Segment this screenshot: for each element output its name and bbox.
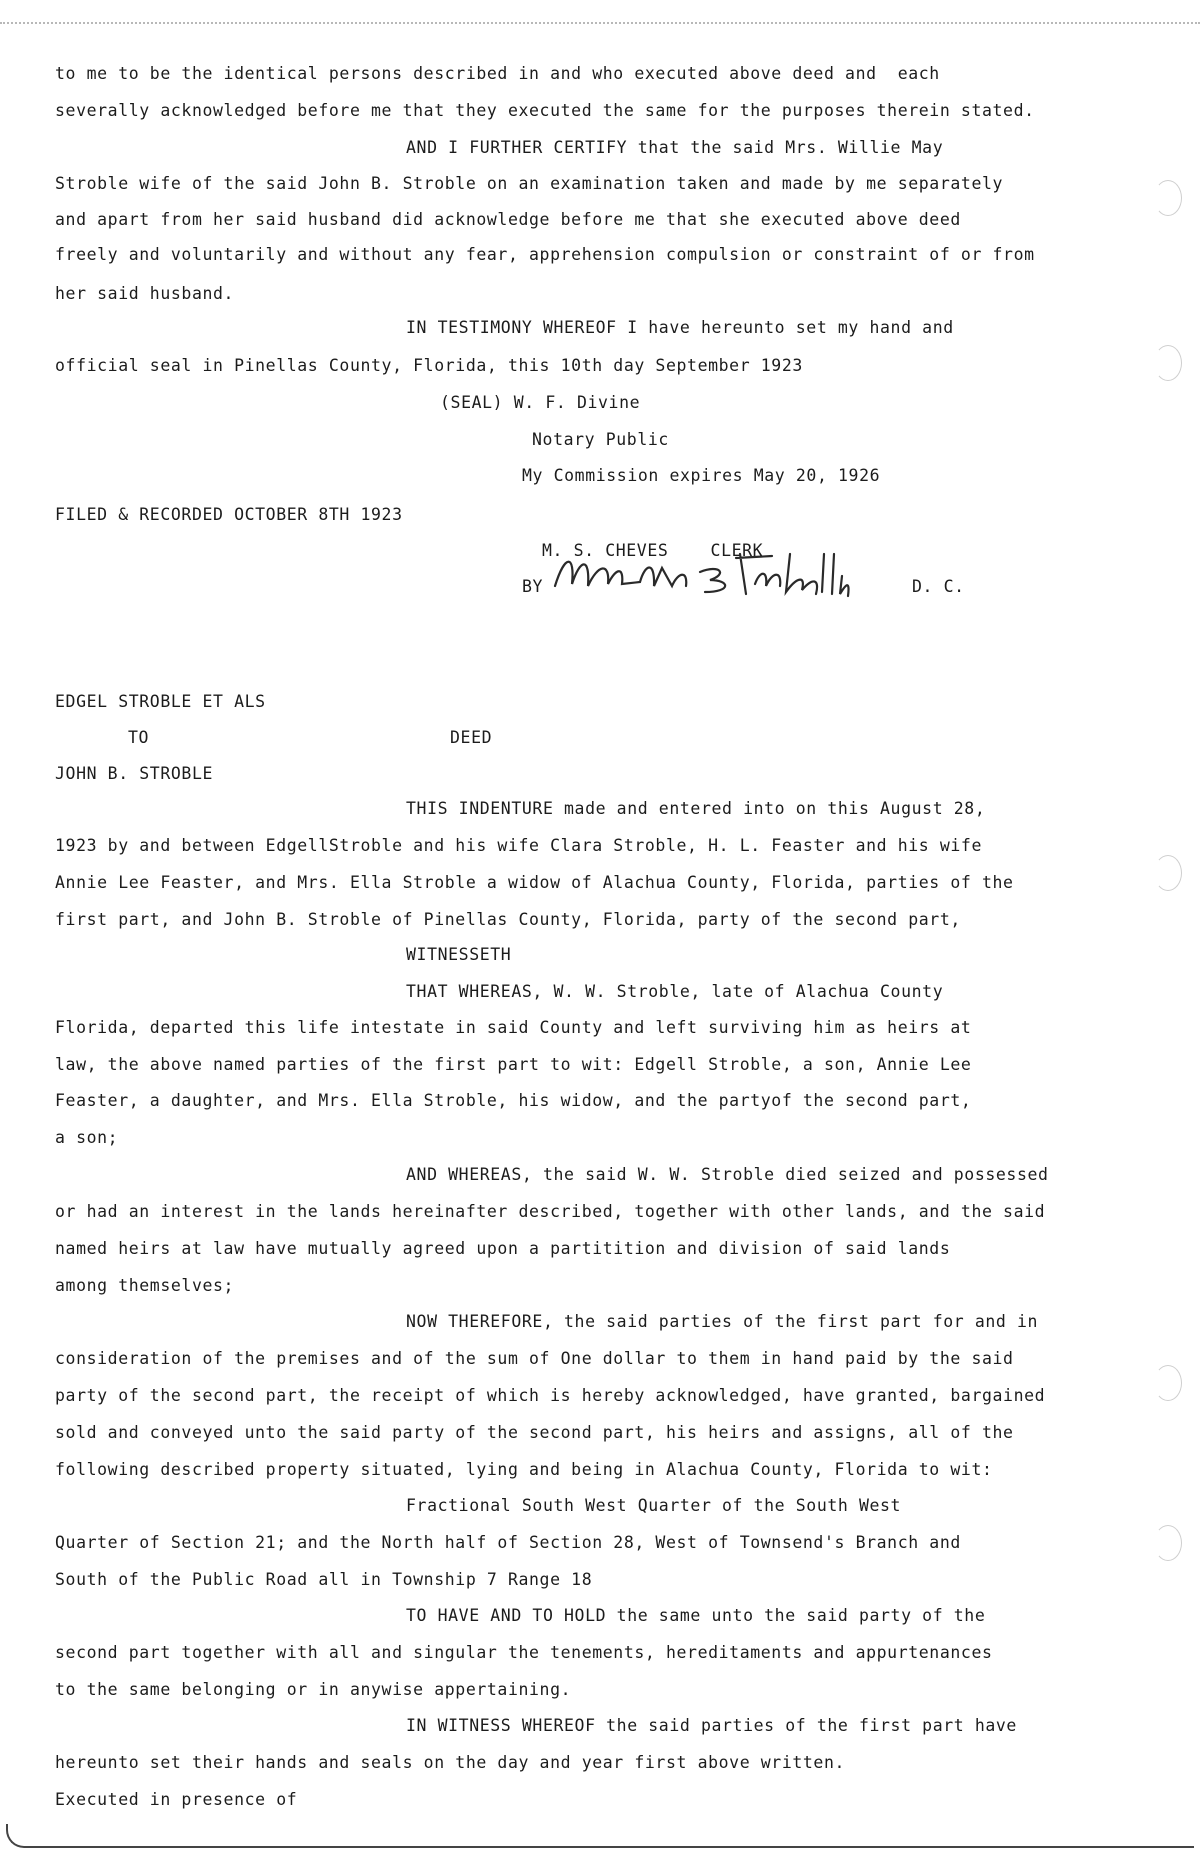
property-description: South of the Public Road all in Township 7 Range 18 — [55, 1570, 593, 1589]
deed-line: to the same belonging or in anywise appertaining. — [55, 1680, 572, 1699]
deed-line: 1923 by and between EdgellStroble and his wife Clara Stroble, H. L. Feaster and his wife — [55, 836, 982, 855]
deputy-clerk-label: D. C. — [912, 577, 965, 596]
deed-line: among themselves; — [55, 1276, 235, 1295]
deed-line: TO HAVE AND TO HOLD the same unto the said party of the — [406, 1606, 986, 1625]
to-heading: TO — [128, 728, 150, 747]
commission-expiry: My Commission expires May 20, 1926 — [522, 466, 881, 485]
deed-line: Annie Lee Feaster, and Mrs. Ella Stroble a widow of Alachua County, Florida, parties of the — [55, 873, 1014, 892]
deed-witnesseth: WITNESSETH — [406, 945, 512, 964]
punch-hole — [1154, 1525, 1182, 1561]
deed-line: consideration of the premises and of the sum of One dollar to them in hand paid by the said — [55, 1349, 1014, 1368]
notary-line: freely and voluntarily and without any fear, apprehension compulsion or constraint of or from — [55, 245, 1035, 264]
deed-type-heading: DEED — [450, 728, 493, 747]
executed-in-presence: Executed in presence of — [55, 1790, 298, 1809]
notary-line: and apart from her said husband did acknowledge before me that she executed above deed — [55, 210, 961, 229]
notary-line: Stroble wife of the said John B. Stroble on an examination taken and made by me separately — [55, 174, 1004, 193]
deed-line: IN WITNESS WHEREOF the said parties of the first part have — [406, 1716, 1017, 1735]
punch-hole — [1154, 855, 1182, 891]
deed-line: THIS INDENTURE made and entered into on this August 28, — [406, 799, 986, 818]
punch-hole — [1154, 345, 1182, 381]
notary-line: to me to be the identical persons described in and who executed above deed and each — [55, 64, 940, 83]
deed-line: or had an interest in the lands hereinafter described, together with other lands, and the said — [55, 1202, 1046, 1221]
deed-line: hereunto set their hands and seals on the day and year first above written. — [55, 1753, 846, 1772]
deed-line: first part, and John B. Stroble of Pinellas County, Florida, party of the second part, — [55, 910, 961, 929]
notary-line: severally acknowledged before me that they executed the same for the purposes therein stated. — [55, 101, 1035, 120]
deed-line: Florida, departed this life intestate in said County and left surviving him as heirs at — [55, 1018, 972, 1037]
deed-line: Feaster, a daughter, and Mrs. Ella Stroble, his widow, and the partyof the second part, — [55, 1091, 972, 1110]
notary-line: AND I FURTHER CERTIFY that the said Mrs. Willie May — [406, 138, 944, 157]
deed-line: following described property situated, lying and being in Alachua County, Florida to wit: — [55, 1460, 993, 1479]
property-description: Fractional South West Quarter of the South West — [406, 1496, 902, 1515]
deed-line: NOW THEREFORE, the said parties of the first part for and in — [406, 1312, 1039, 1331]
deed-line: a son; — [55, 1128, 119, 1147]
deed-line: named heirs at law have mutually agreed upon a partitition and division of said lands — [55, 1239, 951, 1258]
top-dotted-border — [0, 22, 1200, 24]
notary-line: her said husband. — [55, 284, 235, 303]
deed-line: law, the above named parties of the first part to wit: Edgell Stroble, a son, Annie Lee — [55, 1055, 972, 1074]
deed-line: sold and conveyed unto the said party of the second part, his heirs and assigns, all of the — [55, 1423, 1014, 1442]
notary-title: Notary Public — [532, 430, 669, 449]
property-description: Quarter of Section 21; and the North half of Section 28, West of Townsend's Branch and — [55, 1533, 961, 1552]
bottom-border — [6, 1824, 1194, 1848]
deed-line: second part together with all and singular the tenements, hereditaments and appurtenances — [55, 1643, 993, 1662]
punch-hole — [1154, 1365, 1182, 1401]
punch-hole — [1154, 180, 1182, 216]
deed-line: party of the second part, the receipt of which is hereby acknowledged, have granted, bargained — [55, 1386, 1046, 1405]
notary-signature-line: (SEAL) W. F. Divine — [440, 393, 641, 412]
notary-line: IN TESTIMONY WHEREOF I have hereunto set my hand and — [406, 318, 954, 337]
notary-line: official seal in Pinellas County, Florida, this 10th day September 1923 — [55, 356, 803, 375]
filed-recorded: FILED & RECORDED OCTOBER 8TH 1923 — [55, 505, 403, 524]
deed-line: THAT WHEREAS, W. W. Stroble, late of Alachua County — [406, 982, 944, 1001]
clerk-name: M. S. CHEVES CLERK — [542, 541, 764, 560]
grantor-heading: EDGEL STROBLE ET ALS — [55, 692, 266, 711]
by-label: BY — [522, 577, 544, 596]
deed-line: AND WHEREAS, the said W. W. Stroble died seized and possessed — [406, 1165, 1049, 1184]
grantee-heading: JOHN B. STROBLE — [55, 764, 214, 783]
deputy-clerk-signature — [550, 534, 850, 604]
